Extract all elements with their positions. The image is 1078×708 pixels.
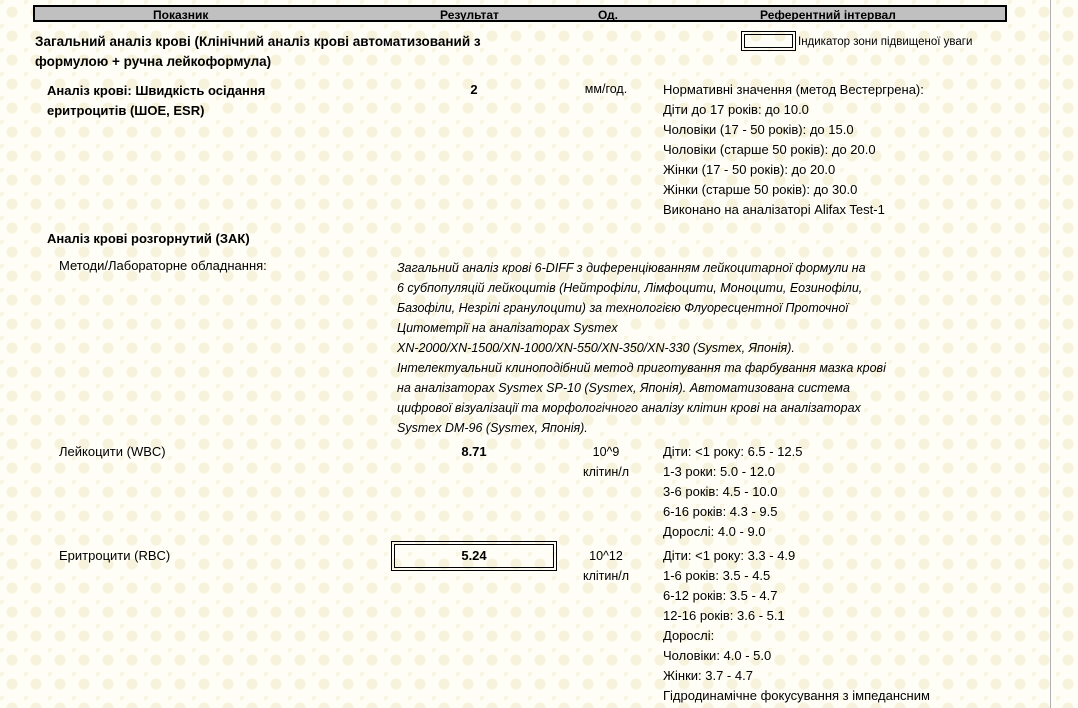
cbc-title: Аналіз крові розгорнутий (ЗАК) xyxy=(47,231,250,246)
reference-line: Чоловіки: 4.0 - 5.0 xyxy=(663,648,772,663)
methods-text xyxy=(397,258,886,438)
reference-line: Жінки (старше 50 років): до 30.0 xyxy=(663,182,858,197)
reference-line: 3-6 років: 4.5 - 10.0 xyxy=(663,484,778,499)
wbc-name: Лейкоцити (WBC) xyxy=(59,444,166,459)
reference-line: 6-12 років: 3.5 - 4.7 xyxy=(663,588,778,603)
esr-unit: мм/год. xyxy=(584,82,628,96)
rbc-result: 5.24 xyxy=(461,548,487,563)
esr-reference xyxy=(663,80,924,220)
methods-label: Методи/Лабораторне обладнання: xyxy=(59,258,267,273)
reference-line: Чоловіки (старше 50 років): до 20.0 xyxy=(663,142,876,157)
rbc-unit: 10^12 клітин/л xyxy=(582,549,630,583)
methods-line: Базофіли, Незрілі гранулоцити) за технологією Флуоресцентної Проточної xyxy=(397,301,849,315)
wbc-reference xyxy=(663,442,803,542)
reference-line: Гідродинамічне фокусування з імпедансним xyxy=(663,688,930,703)
methods-line: на аналізаторах Sysmex SP-10 (Sysmex, Японія). Автоматизована система xyxy=(397,381,850,395)
reference-line: 12-16 років: 3.6 - 5.1 xyxy=(663,608,785,623)
reference-line: 1-3 роки: 5.0 - 12.0 xyxy=(663,464,775,479)
methods-line: 6 субпопуляцій лейкоцитів (Нейтрофіли, Лімфоцити, Моноцити, Еозинофіли, xyxy=(397,281,863,295)
header-unit: Од. xyxy=(598,8,618,22)
header-reference: Референтний інтервал xyxy=(760,8,896,22)
attention-indicator-box xyxy=(741,31,796,51)
methods-line: Sysmex DM-96 (Sysmex, Японія). xyxy=(397,421,588,435)
wbc-result: 8.71 xyxy=(461,444,487,459)
section-title: Загальний аналіз крові (Клінічний аналіз крові автоматизований з формулою + ручна лейкоформула) xyxy=(35,34,481,69)
reference-line: Дорослі: 4.0 - 9.0 xyxy=(663,524,766,539)
page-right-border xyxy=(1050,0,1051,708)
rbc-reference xyxy=(663,546,930,706)
reference-line: 6-16 років: 4.3 - 9.5 xyxy=(663,504,778,519)
reference-line: Дорослі: xyxy=(663,628,715,643)
reference-line: Жінки: 3.7 - 4.7 xyxy=(663,668,753,683)
reference-line: Діти: <1 року: 3.3 - 4.9 xyxy=(663,548,796,563)
reference-line: Жінки (17 - 50 років): до 20.0 xyxy=(663,162,836,177)
reference-line: 1-6 років: 3.5 - 4.5 xyxy=(663,568,771,583)
methods-line: Цитометрії на аналізаторах Sysmex xyxy=(397,321,618,335)
reference-line: Чоловіки (17 - 50 років): до 15.0 xyxy=(663,122,854,137)
methods-line: цифрової візуалізації та морфологічного аналізу клітин крові на аналізаторах xyxy=(397,401,861,415)
reference-line: Виконано на аналізаторі Alifax Test-1 xyxy=(663,202,885,217)
methods-line: Загальний аналіз крові 6-DIFF з диференціюванням лейкоцитарної формули на xyxy=(397,261,866,275)
methods-line: Інтелектуальний клиноподібний метод приготування та фарбування мазка крові xyxy=(397,361,886,375)
attention-indicator-label: Індикатор зони підвищеної уваги xyxy=(798,36,973,48)
methods-line: XN-2000/XN-1500/XN-1000/XN-550/XN-350/XN-330 (Sysmex, Японія). xyxy=(397,341,795,355)
esr-result: 2 xyxy=(470,82,478,97)
header-indicator: Показник xyxy=(153,8,209,22)
table-header xyxy=(33,5,1007,22)
header-result: Результат xyxy=(440,8,499,22)
reference-line: Нормативні значення (метод Вестергрена): xyxy=(663,82,924,97)
reference-line: Діти до 17 років: до 10.0 xyxy=(663,102,809,117)
rbc-name: Еритроцити (RBC) xyxy=(59,548,171,563)
esr-name: Аналіз крові: Швидкість осідання еритроцитів (ШОЕ, ESR) xyxy=(47,83,266,118)
reference-line: Діти: <1 року: 6.5 - 12.5 xyxy=(663,444,803,459)
wbc-unit: 10^9 клітин/л xyxy=(582,445,630,479)
